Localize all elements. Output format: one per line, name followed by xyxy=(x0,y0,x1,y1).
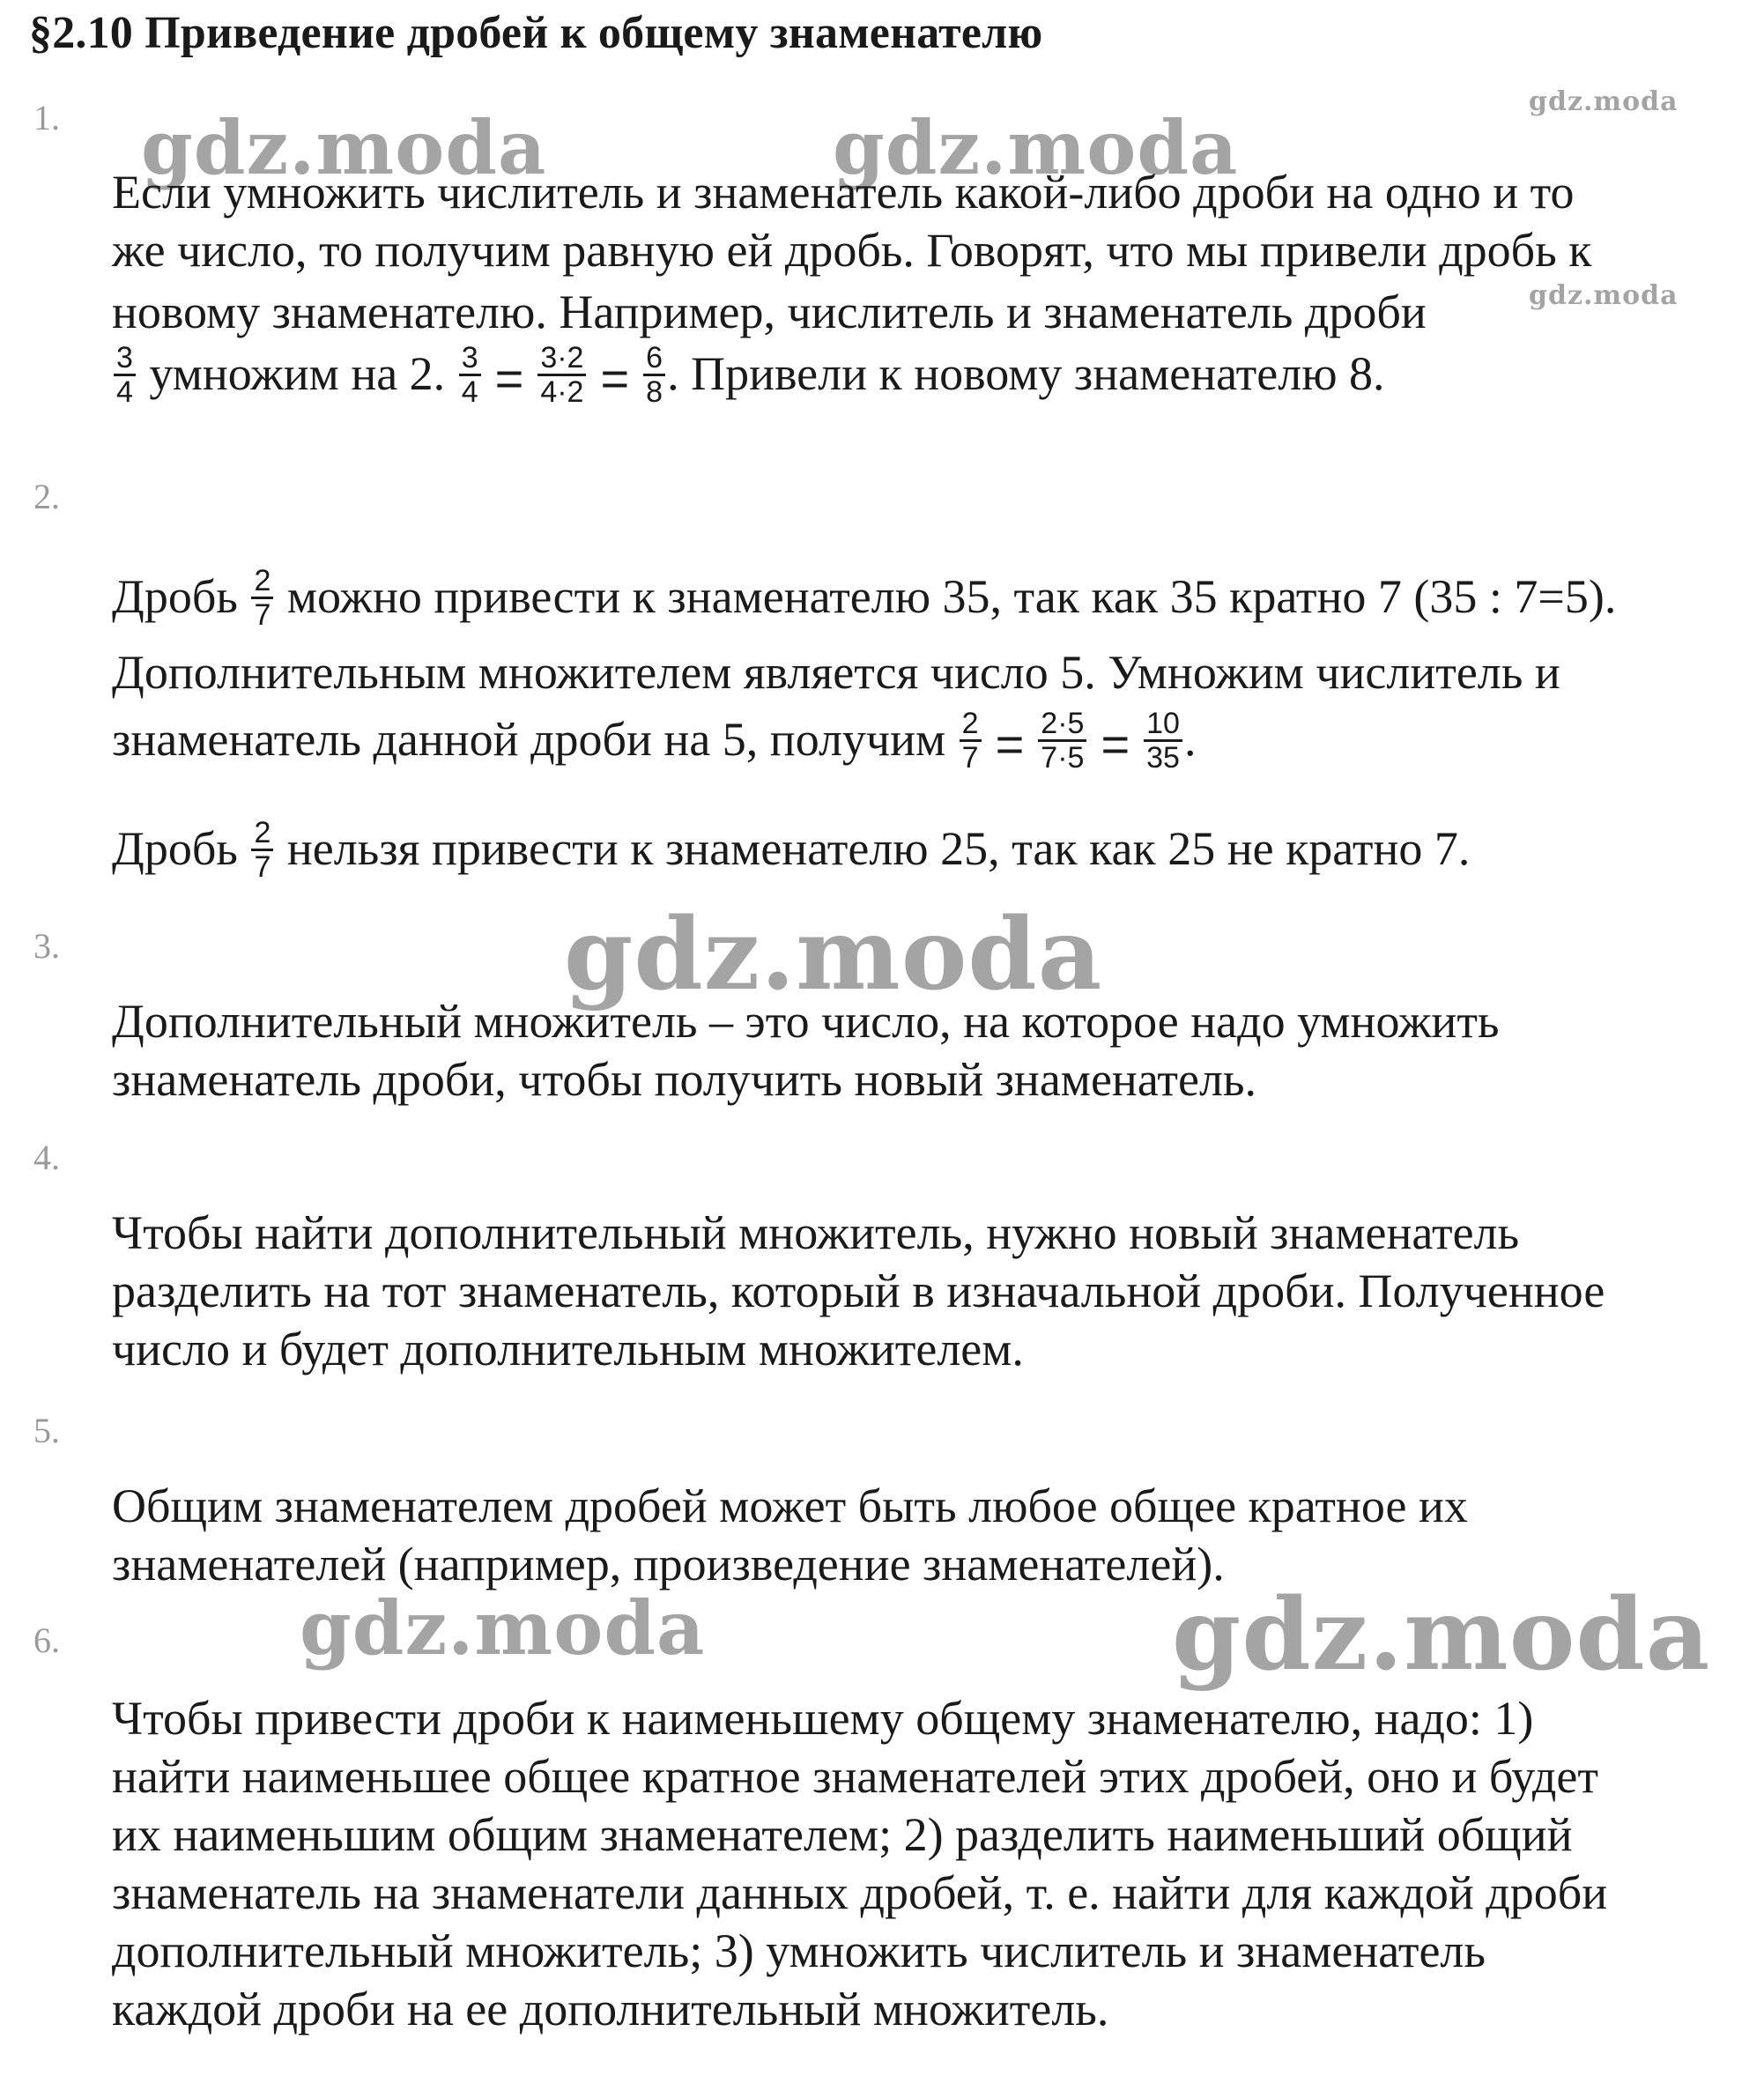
text-line: Общим знаменателем дробей может быть любое общее кратное их xyxy=(112,1479,1468,1532)
fraction: $\frac{6}{8}$ xyxy=(643,342,665,408)
page-title: §2.10 Приведение дробей к общему знаменателю xyxy=(29,8,1043,58)
answer-3 xyxy=(112,992,1751,1109)
text-line: Дополнительным множителем является число 5. Умножим числитель и xyxy=(112,646,1560,700)
equals-sign: = xyxy=(995,716,1025,772)
fraction: $\frac{2}{7}$ xyxy=(960,708,982,774)
text-line: знаменатель дроби, чтобы получить новый знаменатель. xyxy=(112,1053,1257,1106)
text-line: Если умножить числитель и знаменатель какой-либо дроби на одно и то xyxy=(112,166,1575,219)
formula-line xyxy=(112,341,1751,412)
text-line: Дополнительный множитель – это число, на которое надо умножить xyxy=(112,995,1500,1048)
fraction: $\frac{10}{35}$ xyxy=(1144,708,1182,774)
watermark: gdz.moda xyxy=(1529,280,1679,311)
text-line: их наименьшим общим знаменателем; 2) разделить наименьший общий xyxy=(112,1808,1573,1861)
text-line: число и будет дополнительным множителем. xyxy=(112,1323,1024,1375)
item-number: 2. xyxy=(33,477,60,516)
text-line: новому знаменателю. Например, числитель и знаменатель дроби xyxy=(112,285,1427,338)
fraction: $\frac{2}{7}$ xyxy=(251,565,273,631)
watermark: gdz.moda xyxy=(564,897,1103,1012)
item-number: 3. xyxy=(33,926,60,966)
item-number: 1. xyxy=(33,98,60,137)
text-segment: . Привели к новому знаменателю 8. xyxy=(667,347,1385,400)
item-number: 4. xyxy=(33,1138,60,1177)
fraction: $\frac{2}{7}$ xyxy=(251,817,273,883)
equals-sign: = xyxy=(1101,716,1130,772)
text-line: знаменатель на знаменатели данных дробей, т. е. найти для каждой дроби xyxy=(112,1866,1608,1919)
watermark: gdz.moda xyxy=(300,1584,706,1672)
watermark: gdz.moda xyxy=(1529,86,1679,117)
text-line: знаменателей (например, произведение знаменателей). xyxy=(112,1538,1225,1590)
text-line: найти наименьшее общее кратное знаменателей этих дробей, оно и будет xyxy=(112,1750,1598,1803)
equals-sign: = xyxy=(494,350,524,406)
text-line: дополнительный множитель; 3) умножить числитель и знаменатель xyxy=(112,1924,1486,1977)
text-segment: умножим на 2. xyxy=(149,347,446,400)
watermark: gdz.moda xyxy=(141,104,547,191)
answer-5 xyxy=(112,1477,1751,1593)
fraction: $\frac{2\cdot 5}{7\cdot 5}$ xyxy=(1038,708,1086,774)
answer-6 xyxy=(112,1689,1751,2038)
text-line: же число, то получим равную ей дробь. Говорят, что мы привели дробь к xyxy=(112,224,1592,277)
formula-line: Дробь $\frac{2}{7}$ нельзя привести к знаменателю 25, так как 25 не кратно 7. xyxy=(112,816,1471,885)
formula-line: знаменатель данной дроби на 5, получим $\frac{2}{7}$ = $\frac{2\cdot 5}{7\cdot 5}$ = $\frac{10}{35}$ . xyxy=(112,707,1197,775)
watermark: gdz.moda xyxy=(1172,1577,1711,1693)
answer-4 xyxy=(112,1204,1751,1378)
item-number: 5. xyxy=(33,1411,60,1450)
answer-2b xyxy=(112,816,1751,886)
text-line: разделить на тот знаменатель, который в изначальной дроби. Полученное xyxy=(112,1264,1605,1317)
watermark: gdz.moda xyxy=(833,104,1239,191)
fraction: $\frac{3}{4}$ xyxy=(459,342,481,408)
fraction: $\frac{3}{4}$ xyxy=(114,342,136,408)
text-line: Чтобы найти дополнительный множитель, нужно новый знаменатель xyxy=(112,1206,1520,1259)
text-line: каждой дроби на ее дополнительный множитель. xyxy=(112,1983,1109,2035)
text-line: Чтобы привести дроби к наименьшему общему знаменателю, надо: 1) xyxy=(112,1692,1534,1745)
item-number: 6. xyxy=(33,1620,60,1660)
fraction: $\frac{3\cdot 2}{4\cdot 2}$ xyxy=(537,342,586,408)
answer-2 xyxy=(112,564,1751,777)
formula-line: Дробь $\frac{2}{7}$ можно привести к знаменателю 35, так как 35 кратно 7 (35 : 7=5). xyxy=(112,564,1617,633)
equals-sign: = xyxy=(600,350,630,406)
answer-1 xyxy=(112,163,1751,412)
